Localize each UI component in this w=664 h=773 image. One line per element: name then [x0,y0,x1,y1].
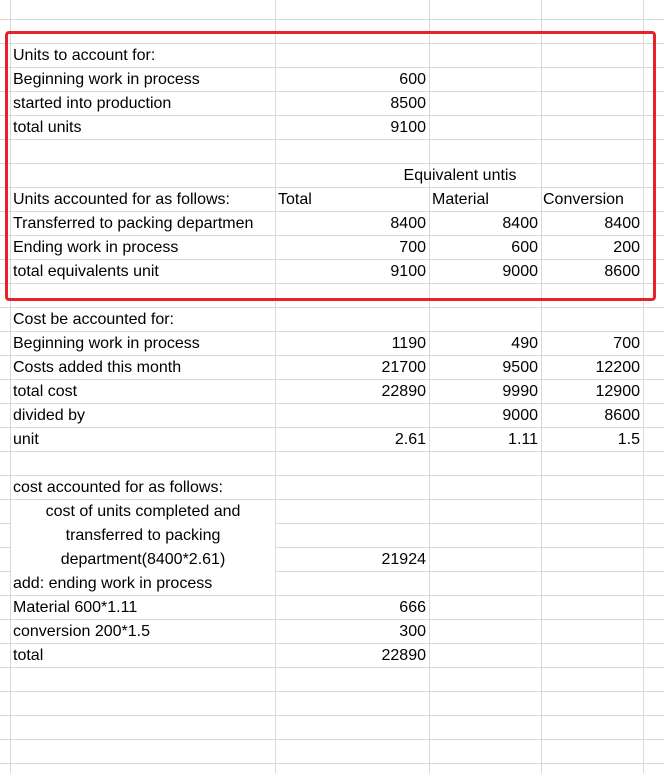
wrapped-line: transferred to packing [65,527,221,544]
cell-total-units-label[interactable]: total units [13,119,82,136]
cell-costs-added-label[interactable]: Costs added this month [13,359,182,376]
cell-unit-label[interactable]: unit [13,431,39,448]
cell-divided-by-label[interactable]: divided by [13,407,86,424]
cell-total-cost-material[interactable]: 9990 [502,383,538,400]
cell-total-equivalent-conversion[interactable]: 8600 [604,263,640,280]
cell-material-calc-label[interactable]: Material 600*1.11 [13,599,138,616]
cell-total-units-value[interactable]: 9100 [390,119,426,136]
cell-cost-units-completed-label[interactable] [11,500,275,572]
cell-total-cost-total[interactable]: 22890 [381,383,426,400]
cell-total-cost-conversion[interactable]: 12900 [595,383,640,400]
cell-ending-wip-label[interactable]: Ending work in process [13,239,179,256]
cell-transferred-conversion[interactable]: 8400 [604,215,640,232]
cell-units-to-account-label[interactable]: Units to account for: [13,47,156,64]
column-gridline [275,0,276,773]
cell-transferred-total[interactable]: 8400 [390,215,426,232]
cell-cost-beginning-material[interactable]: 490 [511,335,538,352]
cell-unit-material[interactable]: 1.11 [508,431,538,448]
cell-transferred-material[interactable]: 8400 [502,215,538,232]
cell-total-header[interactable]: Total [278,191,312,208]
cell-started-production-label[interactable]: started into production [13,95,172,112]
cell-cost-units-completed-value[interactable]: 21924 [381,551,426,568]
cell-final-total-value[interactable]: 22890 [381,647,426,664]
wrapped-line: cost of units completed and [45,503,241,520]
cell-costs-added-conversion[interactable]: 12200 [595,359,640,376]
cell-costs-added-total[interactable]: 21700 [381,359,426,376]
cell-costs-added-material[interactable]: 9500 [502,359,538,376]
column-gridline [541,0,542,773]
cell-divided-by-conversion[interactable]: 8600 [604,407,640,424]
cell-final-total-label[interactable]: total [13,647,44,664]
cell-ending-wip-conversion[interactable]: 200 [613,239,640,256]
cell-unit-total[interactable]: 2.61 [394,431,426,448]
cell-equivalent-units-header[interactable]: Equivalent untis [403,167,517,184]
cell-beginning-wip-label[interactable]: Beginning work in process [13,71,200,88]
cell-unit-conversion[interactable]: 1.5 [617,431,640,448]
cell-conversion-header[interactable]: Conversion [543,191,624,208]
cell-ending-wip-total[interactable]: 700 [399,239,426,256]
cell-ending-wip-material[interactable]: 600 [511,239,538,256]
cell-total-equivalent-label[interactable]: total equivalents unit [13,263,159,280]
cell-total-equivalent-material[interactable]: 9000 [502,263,538,280]
cell-cost-accounted-follows-label[interactable]: cost accounted for as follows: [13,479,223,496]
cell-total-cost-label[interactable]: total cost [13,383,78,400]
cell-cost-beginning-label[interactable]: Beginning work in process [13,335,200,352]
cell-add-ending-wip-label[interactable]: add: ending work in process [13,575,213,592]
cell-units-accounted-label[interactable]: Units accounted for as follows: [13,191,230,208]
column-gridline [643,0,644,773]
cell-cost-beginning-total[interactable]: 1190 [391,335,426,352]
column-gridline [10,0,11,773]
cell-divided-by-material[interactable]: 9000 [502,407,538,424]
cell-conversion-calc-value[interactable]: 300 [399,623,426,640]
cell-material-header[interactable]: Material [432,191,489,208]
wrapped-line: department(8400*2.61) [60,551,226,568]
cell-started-production-units[interactable]: 8500 [390,95,426,112]
cell-cost-accounted-label[interactable]: Cost be accounted for: [13,311,174,328]
cell-conversion-calc-label[interactable]: conversion 200*1.5 [13,623,150,640]
cell-material-calc-value[interactable]: 666 [399,599,426,616]
cell-cost-beginning-conversion[interactable]: 700 [613,335,640,352]
cell-transferred-label[interactable]: Transferred to packing departmen [13,215,254,232]
cell-beginning-wip-units[interactable]: 600 [399,71,426,88]
column-gridline [429,0,430,773]
cell-total-equivalent-total[interactable]: 9100 [390,263,426,280]
